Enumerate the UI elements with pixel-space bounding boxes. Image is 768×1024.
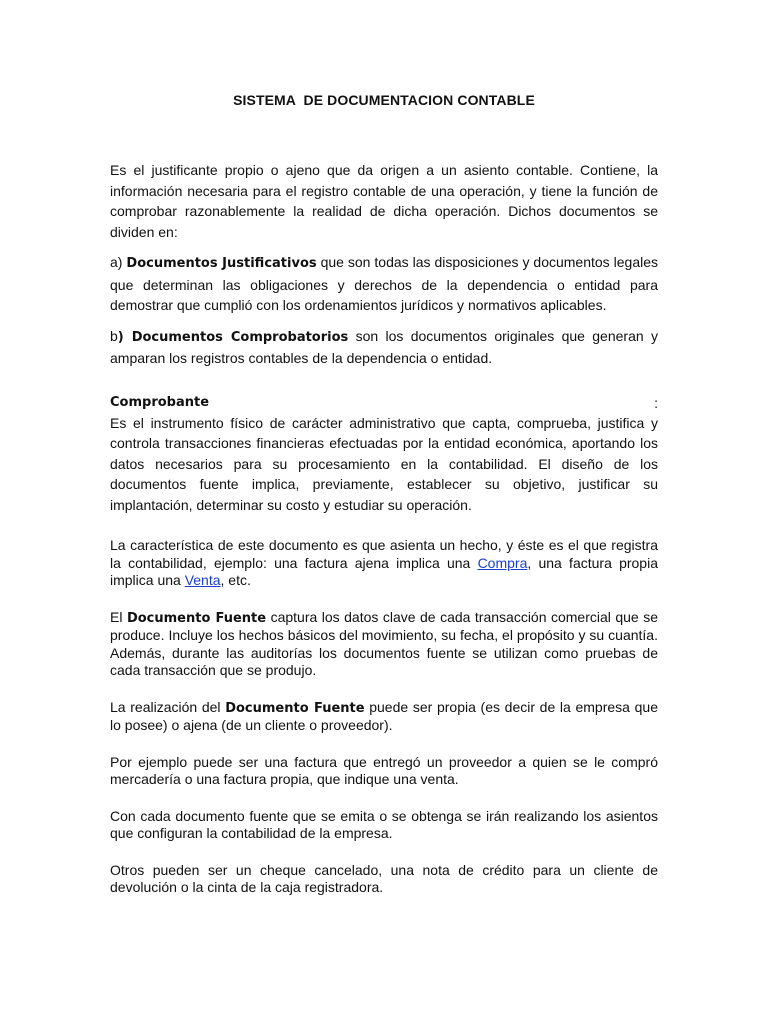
compra-link[interactable]: Compra xyxy=(477,554,528,571)
item-a-term: Documentos Justificativos xyxy=(126,256,317,271)
documento-fuente-prefix: El xyxy=(110,608,127,625)
caracteristica-part1: La característica de este documento es que asienta un hecho, y éste es el que registra la contabilidad, ejemplo: una factura ajena implica una xyxy=(110,537,658,571)
ejemplo-paragraph: Por ejemplo puede ser una factura que entregó un proveedor a quien se le compró mercadería o una factura propia, que indique una venta. xyxy=(110,753,658,787)
realizacion-prefix: La realización del xyxy=(110,698,226,715)
caracteristica-part3: , etc. xyxy=(220,572,251,588)
otros-paragraph: Otros pueden ser un cheque cancelado, una nota de crédito para un cliente de devolución o la cinta de la caja registradora. xyxy=(110,861,658,895)
item-a-text: que son todas las disposiciones y documentos legales que determinan las obligaciones y derechos de la dependencia o entidad para demostrar que cumplió con los ordenamientos jurídicos y normativos aplicables. xyxy=(110,254,658,313)
comprobante-colon: : xyxy=(654,394,658,411)
caracteristica-part2: , una factura propia implica una xyxy=(110,554,658,588)
venta-link[interactable]: Venta xyxy=(184,572,221,588)
caracteristica-paragraph xyxy=(110,537,658,590)
intro-paragraph: Es el justificante propio o ajeno que da origen a un asiento contable. Contiene, la información necesaria para el registro contable de una operación, y tiene la función de comprobar razonablemente la realidad de dicha operación. Dichos documentos se dividen en: xyxy=(110,162,658,240)
realizacion-text: puede ser propia (es decir de la empresa que lo posee) o ajena (de un cliente o proveedor). xyxy=(110,698,658,733)
item-b-prefix: b xyxy=(110,327,118,344)
documento-fuente-term: Documento Fuente xyxy=(126,610,267,626)
comprobante-heading-row xyxy=(110,393,658,413)
comprobante-heading: Comprobante xyxy=(110,394,210,410)
item-a-paragraph xyxy=(110,252,658,316)
comprobante-paragraph: Es el instrumento físico de carácter administrativo que capta, comprueba, justifica y controla transacciones financieras efectuadas por la entidad económica, aportando los datos necesarios para su procesamiento en la contabilidad. El diseño de los documentos fuente implica, previamente, establecer su objetivo, justificar su implantación, determinar su costo y estudiar su operación. xyxy=(110,414,658,513)
item-a-prefix: a) xyxy=(110,254,127,270)
documento-fuente-paragraph xyxy=(110,609,658,680)
item-b-text: son los documentos originales que generan y amparan los registros contables de la dependencia o entidad. xyxy=(110,327,658,366)
cada-documento-paragraph: Con cada documento fuente que se emita o se obtenga se irán realizando los asientos que configuran la contabilidad de la empresa. xyxy=(110,807,658,841)
item-b-term: ) Documentos Comprobatorios xyxy=(117,329,349,345)
documento-fuente-text: captura los datos clave de cada transacción comercial que se produce. Incluye los hechos básicos del movimiento, su fecha, el propósito y su cuantía. Además, durante las auditorías los documentos fuente se utilizan como pruebas de cada transacción que se produjo. xyxy=(110,608,658,678)
realizacion-term: Documento Fuente xyxy=(225,700,365,716)
item-b-paragraph xyxy=(110,326,658,369)
realizacion-paragraph xyxy=(110,699,658,735)
document-title: SISTEMA DE DOCUMENTACION CONTABLE xyxy=(233,92,535,108)
